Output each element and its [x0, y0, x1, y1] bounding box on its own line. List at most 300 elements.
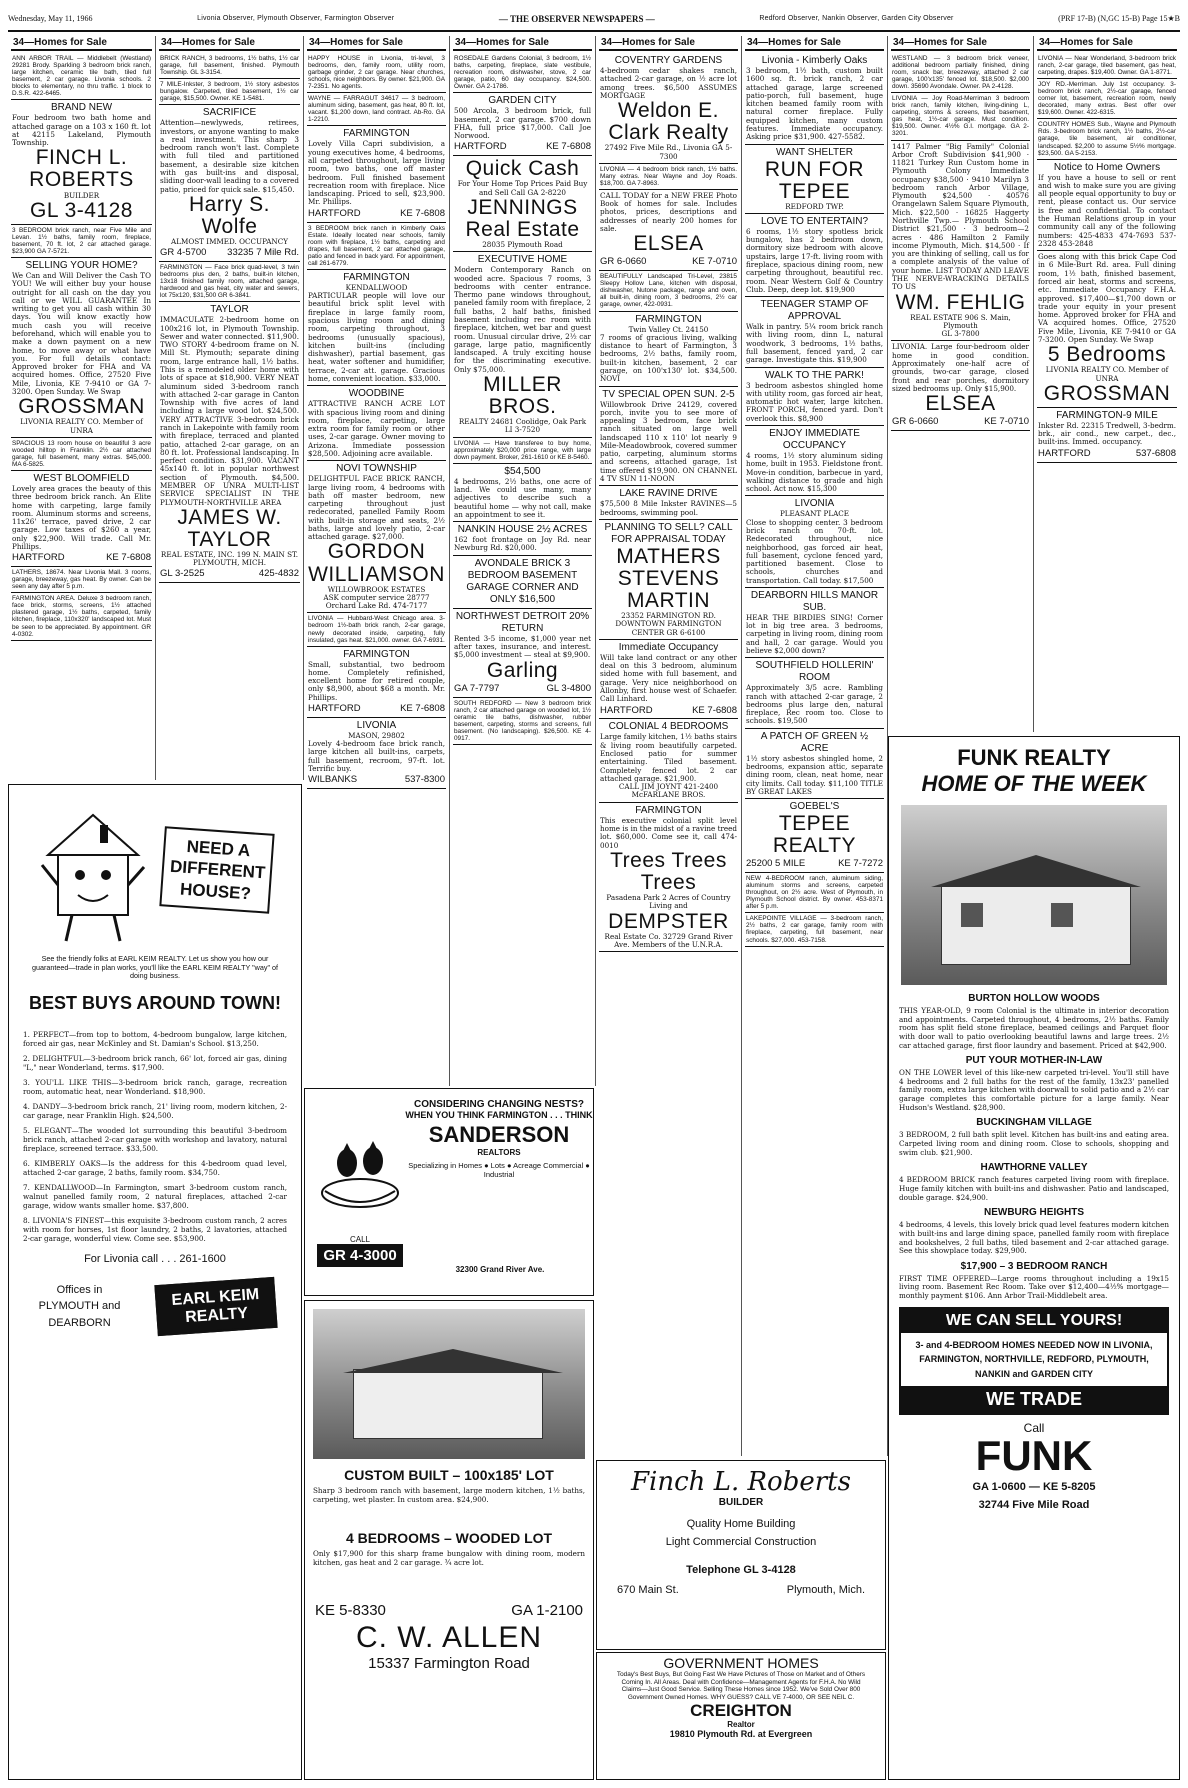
- classified-ad: [891, 93, 1030, 140]
- ad-address: GL 3-7800: [941, 329, 980, 339]
- creighton-heading: GOVERNMENT HOMES: [663, 1655, 819, 1671]
- ad-heading: SELLING YOUR HOME?: [25, 260, 138, 272]
- need-different-house-bubble: NEED A DIFFERENT HOUSE?: [159, 826, 274, 913]
- ad-display-name: WM. FEHLIG: [895, 290, 1026, 314]
- ad-phone-row: [892, 417, 1029, 428]
- ad-phone: KE 7-6808: [106, 552, 151, 564]
- ad-body: If you have a house to sell or rent and wish to make sure you are giving all people equal opportunity to buy or rent, please contact us. Our service is free and confidential. To contact the Human Relations group in your community call any of the following numbers: 425-4833 474-7693 537-2328 453-2848: [1038, 172, 1176, 248]
- allen-heading-2: 4 BEDROOMS – WOODED LOT: [345, 1530, 553, 1547]
- ad-body: 3 bedroom, 1½ bath, custom built 1600 sq. ft. brick ranch, 2 car attached garage, large screened patio-porch, full basement, huge kitchen beamed family room with natural corner fireplace. Fully equipped kitchen, many custom features. Immediate occupancy. Asking price $31,900. 427-5582.: [746, 66, 883, 142]
- funk-call: Call: [1023, 1420, 1045, 1435]
- ad-phone-row: [308, 209, 445, 220]
- roberts-line-1: Quality Home Building: [686, 1518, 796, 1530]
- ad-subheading: LIVONIA REALTY CO. Member of UNRA: [1045, 365, 1169, 383]
- classified-ad: [745, 214, 884, 297]
- classified-ad: [453, 609, 592, 698]
- ad-phone: 425-4832: [258, 568, 299, 580]
- sanderson-call: CALL: [349, 1235, 370, 1244]
- livonia-call: For Livonia call . . . 261-1600: [84, 1252, 226, 1265]
- ad-body: LIVONIA — Near Wonderland, 3-bedroom brick ranch, 2-car garage, tiled basement, gas heat, carpeting, drapes. $19,400. Owner. GA 1-8771.: [1038, 55, 1176, 77]
- classified-ad: [11, 567, 152, 593]
- classified-ad: [599, 719, 738, 802]
- classified-ad: [11, 593, 152, 640]
- ad-display-name: FINCH L. ROBERTS: [29, 146, 134, 192]
- ad-subheading: ALMOST IMMED. OCCUPANCY: [171, 236, 288, 246]
- ad-heading: FARMINGTON: [343, 648, 410, 660]
- best-buys-title: BEST BUYS AROUND TOWN!: [29, 992, 281, 1013]
- cartoon-house-mascot-icon: [38, 795, 148, 945]
- best-buy-item: 7. KENDALLWOOD—In Farmington, smart 3-bedroom custom ranch, walnut panelled family room, 2 natural fireplaces, attached 2-car garage, widow wants smaller home. $37,800.: [23, 1182, 287, 1210]
- ad-body: LAKEPOINTE VILLAGE — 3-bedroom ranch, 2½ baths, 2 car garage, family room with fireplace, carpeting, full basement, near schools. $27,000. 453-7158.: [746, 915, 883, 944]
- ad-body: FARMINGTON AREA. Deluxe 3 bedroom ranch, face brick, storms, screens, 1½ attached plastered garage, 1½ baths, carpeted, family kitchen, fireplace, 110x320' landscaped lot. Must be seen to be appreciated. By appointment. GR 4-0302.: [12, 595, 151, 638]
- allen-house-photo: [313, 1309, 585, 1459]
- ad-address: CALL JIM JOYNT 421-2400 McFARLANE BROS.: [618, 782, 719, 800]
- sanderson-realtors: REALTORS: [477, 1147, 521, 1157]
- ad-phone-row: [160, 248, 299, 259]
- ad-heading: $54,500: [504, 465, 541, 477]
- ad-agency: WILBANKS: [308, 774, 358, 786]
- classified-ad: [307, 647, 446, 718]
- ad-agency: HARTFORD: [308, 703, 361, 714]
- ad-body: FARMINGTON — Face brick quad-level, 3 twin bedrooms plus den, 2 baths, built-in kitchen, 13x18 finished family room, attached garage, hardwood and gas heat, city water and sewers, lot 75x120, $31,500 GR 6-3841.: [160, 264, 299, 300]
- ad-body: IMMACULATE 2-bedroom home on 100x216 lot, in Plymouth Township. Sewer and water connected. $11,900. TWO STORY 4-bedroom frame on N. Mill St. Plymouth; separate dining room, large entrance hall, 1½ baths. This is a remodeled older home with lots of space at $18,900. VERY NEAT aluminum sided 3-bedroom ranch with attached 2-car garage in Canton Township with five acres of land including a large wood lot. $24,500. VERY ATTRACTIVE 3-bedroom brick ranch in Lakepointe with family room with fireplace, terraced and planted patio, attached 2-car garage, on an 80 ft. lot. Professional landscaping. In perfect condition. $31,900. VACANT 45x140 ft. lot in popular northwest section of Plymouth. $4,500. MEMBER OF UNRA MULTI-LIST SERVICE SPECIALIST IN THE PLYMOUTH-NORTHVILLE AREA: [160, 315, 299, 507]
- section-heading: 34—Homes for Sale: [11, 36, 152, 51]
- creighton-realtor: Realtor: [727, 1720, 755, 1730]
- ad-heading: WALK TO THE PARK!: [765, 369, 864, 381]
- ad-heading: NANKIN HOUSE 2½ ACRES: [457, 524, 588, 536]
- roberts-builder: BUILDER: [718, 1497, 764, 1508]
- classified-ad: [307, 718, 446, 789]
- classified-ad: [599, 520, 738, 640]
- ad-body: 7 MILE-Inkster, 3 bedroom, 1½ story asbestos bungalow. Carpeted, tiled basement, 1½ car garage, $15,500. Owner. KE 1-5481.: [160, 81, 299, 103]
- sanderson-tagline: CONSIDERING CHANGING NESTS?: [413, 1099, 584, 1110]
- ad-body: COUNTRY HOMES Sub., Wayne and Plymouth Rds. 3-bedroom brick ranch, 1½ baths, 2½-car garage, tile basement, air conditioner, landscaped. $2,200 to assume 5½% mortgage. $23,500. GA 5-2153.: [1038, 121, 1176, 157]
- ad-body: HAPPY HOUSE in Livonia, tri-level, 3 bedrooms, den, family room, utility room, garbage grinder, 2 car garage. Near churches, schools, nice neighbors. By owner. $21,900. GA 7-2351. No agents.: [308, 55, 445, 91]
- best-buy-item: 5. ELEGANT—The wooded lot surrounding this beautiful 3-bedroom brick ranch, attached 2-car garage with workshop and lavatory, natural fireplace, screened terrace. $33,500.: [23, 1125, 287, 1153]
- ad-body: Close to shopping center. 3 bedroom brick ranch on 70-ft. lot. Redecorated throughout, nice neighborhood, gas forced air heat, full basement, cyclone fenced yard, partitioned basement. Close to schools, churches and transportation. Call today. $17,500: [746, 517, 883, 585]
- ad-heading: ENJOY IMMEDIATE OCCUPANCY: [769, 427, 860, 451]
- ad-display-name: MILLER BROS.: [483, 372, 562, 418]
- ad-body: WAYNE — FARRAGUT 34617 — 3 bedroom, aluminum siding, basement, gas heat, 80 ft. lot, vacant. $1,200 down, land contract. Ab-Ro. GA 1-2210.: [308, 95, 445, 124]
- ad-display-name: ELSEA: [633, 232, 704, 256]
- ad-subheading: PLEASANT PLACE: [779, 509, 850, 519]
- best-buy-item: 8. LIVONIA'S FINEST—this exquisite 3-bedroom custom ranch, 2 acres with room for horses, 1st floor laundry, 2 baths, 2 lavatories, attached 2-car garage, wonderful view. Come see. $53,900.: [23, 1215, 287, 1243]
- best-buy-item: 2. DELIGHTFUL—3-bedroom brick ranch, 66' lot, forced air gas, dining "L," near Wonderland, terms. $17,900.: [23, 1053, 287, 1072]
- funk-we-trade: WE TRADE: [901, 1386, 1167, 1413]
- ad-heading: FARMINGTON: [343, 271, 410, 283]
- classified-ad: [599, 190, 738, 271]
- section-heading: 34—Homes for Sale: [599, 36, 738, 51]
- ad-body: LIVONIA — Hubbard-West Chicago area. 3-bedroom 1½-bath brick ranch, 2-car garage, newly decorated inside, carpeting, fully insulated, gas heat. $21,000. owner. GA 7-6931.: [308, 615, 445, 644]
- ad-phone: KE 7-6808: [400, 703, 445, 714]
- ad-heading: Immediate Occupancy: [618, 641, 719, 653]
- ad-body: NEW 4-BEDROOM ranch, aluminum siding, aluminum storms and screens, carpeted throughout, on 2½ acre. West of Plymouth, in Plymouth School district. By owner. 453-8371 after 5 p.m.: [746, 875, 883, 911]
- ad-body: This executive colonial split level home is in the midst of a ravine treed lot. $60,000. Come see it, call 474-0010: [600, 815, 737, 850]
- funk-address: 32744 Five Mile Road: [978, 1498, 1090, 1511]
- ad-heading: FARMINGTON-9 MILE: [1056, 409, 1158, 421]
- ad-phone: GL 3-4800: [546, 682, 591, 694]
- page-header: [8, 8, 1180, 32]
- ad-body: HEAR THE BIRDIES SING! Corner lot in big tree area. 3 bedrooms, carpeting in living room, dining room and hall, 2 car garage. Would you believe $2,000 down?: [746, 612, 883, 656]
- ad-heading: TEENAGER STAMP OF APPROVAL: [760, 299, 869, 323]
- ad-phone: KE 7-0710: [984, 416, 1029, 428]
- ad-phone-row: [12, 553, 151, 564]
- ad-phone-row: [746, 859, 883, 870]
- ad-body: JOY RD.-Merriman. July 1st occupancy. 3-bedroom brick ranch, 2½-car garage, fenced corner lot, basement, recreation room, newly decorated, many extras. Best offer over $19,600. Owner. 422-6315.: [1038, 81, 1176, 117]
- classified-ad: [745, 426, 884, 496]
- ad-display-name-2: DEMPSTER: [608, 909, 729, 933]
- classified-ad: [159, 79, 300, 105]
- classified-ad: [11, 438, 152, 471]
- ad-display-name: Garling: [486, 658, 559, 682]
- ad-heading: BRAND NEW: [50, 102, 113, 114]
- ad-heading: COVENTRY GARDENS: [614, 55, 723, 66]
- page-number: (PRF 17-B) (N,GC 15-B) Page 15★B: [1058, 14, 1180, 23]
- allen-text-1: Sharp 3 bedroom ranch with basement, large modern kitchen, 1½ baths, carpeting, wet plaster. In custom area. $24,900.: [313, 1486, 585, 1504]
- classified-ad: [599, 640, 738, 720]
- ad-body: LIVONIA — 4 bedroom brick ranch, 1½ baths. Many extras. Near Wayne and Joy Roads. $18,700. GA 7-8963.: [600, 165, 737, 187]
- offices-text: Offices in PLYMOUTH and DEARBORN: [38, 1283, 121, 1329]
- classified-ad: [745, 799, 884, 873]
- funk-homes-needed: 3- and 4-BEDROOM HOMES NEEDED NOW IN LIVONIA, FARMINGTON, NORTHVILLE, REDFORD, PLYMOUTH, NANKIN and GARDEN CITY: [915, 1339, 1153, 1379]
- classified-ad: [745, 297, 884, 367]
- ad-body: Lovely 4-bedroom face brick ranch, large kitchen all built-ins, carpets, full basement, recroom, 97-ft. lot. Terrific buy.: [308, 739, 445, 774]
- ad-agency: GA 7-7797: [454, 682, 500, 694]
- funk-listing-text: 4 BEDROOM BRICK ranch features carpeted living room with fireplace. Huge family kitchen with built-ins and dishwasher. Patio and landscaped, double garage. $24,900.: [899, 1175, 1169, 1202]
- funk-listing-text: THIS YEAR-OLD, 9 room Colonial is the ultimate in interior decoration and appointments. Carpeted throughout, 4 bedrooms, 2½ baths. Family room has split field stone fireplace, beamed ceilings and Parquet floor with door wall to patio overlooking beautiful lawns and large trees. 2½ car attached garage, first floor laundry and basement. Priced at $42,900.: [899, 1006, 1169, 1050]
- funk-listing-text: ON THE LOWER level of this like-new carpeted tri-level. You'll still have 4 bedrooms and 2 full baths for the rest of the family, 13x23' panelled family room, extra large kitchen with doorwall to solid patio and a 2½ car garage completes this comfortable picture for a large family. Near Hudson's Westland. $28,900.: [899, 1068, 1169, 1112]
- classified-ad: [745, 496, 884, 588]
- creighton-ad: [596, 1652, 886, 1780]
- ad-heading: EXECUTIVE HOME: [477, 254, 568, 266]
- ad-body: BRICK RANCH, 3 bedrooms, 1½ baths, 1½ car garage, full basement, finished. Plymouth Township. GL 3-3154.: [160, 55, 299, 77]
- ad-agency: 25200 5 MILE: [746, 858, 806, 870]
- sanderson-ad: [304, 1088, 594, 1296]
- classified-ad: [745, 913, 884, 946]
- classified-ad: [599, 164, 738, 190]
- ad-heading: LAKE RAVINE DRIVE: [619, 488, 718, 500]
- ad-subheading: Pasadena Park 2 Acres of Country Living and: [606, 892, 731, 911]
- ad-heading: SACRIFICE: [202, 107, 257, 119]
- ad-body: LIVONIA — Joy Road-Merriman 3 bedroom brick ranch, family kitchen, living-dining L, carpeting, storms & screens, tiled basement, gas heat, 1½-car garage. Must condition. $19,500. Owner. 4½% G.I. mortgage. GA 2-3201.: [892, 95, 1029, 138]
- best-buy-item: 4. DANDY—3-bedroom brick ranch, 21' living room, modern kitchen, 2-car garage, near Franklin High. $24,500.: [23, 1101, 287, 1120]
- ad-phone-row: [308, 704, 445, 715]
- ad-display-name: ELSEA: [925, 392, 996, 416]
- creighton-name: CREIGHTON: [690, 1700, 792, 1720]
- ad-body: 1417 Palmer "Big Family" Colonial Arbor Croft Subdivision $41,900 · 11821 Turkey Run Custom home in Plymouth Colony Immediate occupancy $38,500 · 9410 Marilyn 3 bedroom ranch Arbor Village, Plymouth $24,500 · 40576 Orangelawn Salem Square Plymouth, Mich. $22,500 · 16825 Haggerty Northville Twp.— Plymouth School District $21,500 · 3 bedroom—2 acres · 486 Hamilton 2 Family income Plymouth, Mich. $14,500 · If you are thinking of selling, call us for a complete analysis of the value of your home. LIST TODAY AND LEAVE THE NERVE-WRACKING DETAILS TO US: [892, 141, 1029, 292]
- ad-body: 6 rooms, 1½ story spotless brick bungalow, has 2 bedroom down, dormitory size bedroom with alcove upstairs, large 17-ft. living room with fireplace, spacious dining room, new carpeting throughout, beautiful rec. room. Near Western Golf & Country Club. Deep, deep lot. $19,900: [746, 226, 883, 294]
- ad-body: 500 Arcola, 3 bedroom brick, full basement, 2 car garage. $700 down FHA, full price $17,000. Call Joe Norwood.: [454, 106, 591, 141]
- papers-left: Livonia Observer, Plymouth Observer, Farmington Observer: [197, 15, 395, 22]
- ad-body: 7 rooms of gracious living, walking distance to heart of Farmington, 3 bedrooms, 2½ baths, family room, built-in kitchen, basement, 2 car garage, on 100'x130' lot. $34,500. NOVI: [600, 332, 737, 384]
- allen-text-2: Only $17,900 for this sharp frame bungalow with dining room, modern kitchen, gas heat and 2 car garage. ¾ acre lot.: [313, 1549, 585, 1567]
- classified-ad: [599, 486, 738, 520]
- ad-heading: SOUTHFIELD HOLLERIN' ROOM: [755, 660, 874, 684]
- best-buy-item: 6. KIMBERLY OAKS—Is the address for this 4-bedroom quad level, attached 2-car garage, 2 baths, family room. $34,750.: [23, 1158, 287, 1177]
- ad-body: LATHERS, 18674. Near Livonia Mall. 3 rooms, garage, breezeway, gas heat. By owner. Can be seen any day after 5 p.m.: [12, 569, 151, 591]
- ad-display-name: TEPEE REALTY: [772, 812, 857, 858]
- ad-address: Real Estate Co. 32729 Grand River Ave. Members of the U.N.R.A.: [604, 931, 733, 949]
- column-1: [8, 36, 156, 780]
- ad-heading: Notice to Home Owners: [1053, 161, 1161, 173]
- ad-body: ANN ARBOR TRAIL — Middlebelt (Westland) 29281 Brody. Sparkling 3 bedroom brick ranch, large kitchen, ceramic tile bath, tiled full basement, 2 car garage. Livonia schools. 2 blocks to elementary, no thru traffic. 1 block to D.S.R. 422-6465.: [12, 55, 151, 98]
- ad-body: SOUTH REDFORD — New 3 bedroom brick ranch, 2 car attached garage on wooded lot, 1½ ceramic tile baths, dishwasher, rubber basement, carpeting, storms and screens, full basement. (No landscaping). $26,500. KE 4-0917.: [454, 699, 591, 742]
- nest-birds-icon: [317, 1103, 403, 1213]
- funk-listings: [889, 993, 1179, 1301]
- funk-listing-text: 4 bedrooms, 4 levels, this lovely brick quad level features modern kitchen with built-ins and large dining space, panelled family room with fireplace and bookshelves, 2 full baths, tiled basement and 2-car attached garage. See this showplace today. $29,900.: [899, 1220, 1169, 1256]
- keim-intro: See the friendly folks at EARL KEIM REALTY. Let us show you how our guaranteed—trade in plan works, you'll like the EARL KEIM REALTY "way" of doing business.: [31, 954, 279, 981]
- sanderson-specialties: Specializing in Homes ● Lots ● Acreage Commercial ● Industrial: [408, 1160, 590, 1179]
- creighton-text: Today's Best Buys, But Going Fast We Have Pictures of Those on Market and of Others Coming In. All Areas. Deal with Confidence—Management Agents for F.H.A. No Wild Claims—Just Good Service. Selling These Homes since 1952. We've Sold Over 800 Government Owned Homes. WHY GUESS? CALL VE 7-4000, OR SEE NEIL C.: [616, 1671, 866, 1702]
- classified-ad: [745, 873, 884, 913]
- ad-heading: FARMINGTON: [343, 128, 410, 140]
- classified-ad: [453, 156, 592, 252]
- ad-heading: DEARBORN HILLS MANOR SUB.: [750, 589, 879, 613]
- ad-subheading: 27492 Five Mile Rd., Livonia GA 5-7300: [604, 143, 733, 161]
- ad-body: WESTLAND — 3 bedroom brick veneer, additional bedroom partially finished, dining room, snack bar, breezeway, attached 2 car garage, 100'x135' fenced lot. $18,500. $2,000 down. 35690 Avondale. Owner. PA 2-4128.: [892, 55, 1029, 91]
- classified-ad: [307, 126, 446, 222]
- section-heading: 34—Homes for Sale: [891, 36, 1030, 51]
- ad-heading: GARDEN CITY: [488, 95, 557, 107]
- ad-body: Will take land contract or any other deal on this 3 bedroom, aluminum sided home with full basement, and garage. Very nice neighborhood on Allonby, first house west of Schaefer. Call Linhard.: [600, 652, 737, 704]
- classified-ad: [599, 53, 738, 164]
- classified-ad: [599, 312, 738, 387]
- ad-subheading: LIVONIA REALTY CO. Member of UNRA: [20, 417, 143, 435]
- classified-ad: [745, 53, 884, 145]
- ad-phone-row: [454, 684, 591, 695]
- classified-ad: [307, 613, 446, 646]
- allen-phone-2: GA 1-2100: [511, 1601, 583, 1619]
- ad-heading: TV SPECIAL OPEN SUN. 2-5: [602, 388, 735, 400]
- ad-body: Four bedroom two bath home and attached garage on a 103 x 160 ft. lot at 42115 Lakeland, Plymouth Township.: [12, 113, 151, 148]
- sanderson-address: 32300 Grand River Ave.: [455, 1265, 545, 1274]
- ad-heading: FARMINGTON: [635, 313, 702, 325]
- masthead-title: — THE OBSERVER NEWSPAPERS —: [498, 14, 655, 24]
- ad-subheading: Twin Valley Ct. 24150: [628, 324, 709, 334]
- column-4: [450, 36, 596, 1086]
- classified-ad: [11, 225, 152, 258]
- ad-body: Lovely area graces the beauty of this three bedroom brick ranch. An Elite home with carpeting, large family room. Aluminum storms and screens, 11x26' terrace, paved drive, 2 car garage. Low taxes of $260 a year, only $22,900. Will trade. Call Mr. Phillips.: [12, 484, 151, 551]
- ad-body: $75,500 8 Mile Inkster RAVINES—5 bedrooms, swimming pool.: [600, 499, 737, 517]
- sanderson-phone: GR 4-3000: [317, 1244, 403, 1267]
- section-heading: 34—Homes for Sale: [745, 36, 884, 51]
- ad-subheading: 23352 FARMINGTON RD. DOWNTOWN FARMINGTON CENTER GR 6-6100: [615, 611, 722, 637]
- classified-ad: [159, 262, 300, 302]
- ad-phone: 537-8300: [404, 774, 445, 786]
- ad-address: 28035 Plymouth Road: [482, 239, 563, 249]
- ad-agency: GR 6-0660: [892, 416, 939, 428]
- ad-display-name: MATHERS STEVENS MARTIN: [616, 544, 721, 612]
- roberts-name: Finch L. Roberts: [631, 1467, 851, 1497]
- ad-agency: GR 4-5700: [160, 247, 207, 259]
- ad-subheading: REAL ESTATE, INC. 199 N. MAIN ST. PLYMOUTH, MICH.: [160, 549, 299, 568]
- ad-body: We Can and Will Deliver the Cash TO YOU! We will either buy your house outright for all cash on the day you call or we WILL GUARANTEE In writing to get you all cash within 30 days. You will know exactly how much cash you will receive beforehand, which will enable you to make a down payment on a new home, to move away or what have you. For full details contact: Approved broker for FHA and VA acquired homes. Office, 27520 Five Mile, Livonia, KE 7-9410 or GA 7-3200. Open Sunday. We Swap: [12, 271, 151, 396]
- ad-body: Walk in pantry. 5¼ room brick ranch with living room, dinn L, natural woodwork, 3 bedrooms, 1½ baths, full basement, fenced yard, 2 car garage. Investigate this. $19,900: [746, 322, 883, 365]
- classified-ad: [745, 145, 884, 214]
- ad-heading: WANT SHELTER: [775, 146, 854, 158]
- ad-heading: WOODBINE: [348, 388, 405, 400]
- classified-ad: [11, 258, 152, 438]
- classified-ad: [1037, 160, 1177, 252]
- classified-ad: [891, 53, 1030, 93]
- classified-ad: [159, 302, 300, 583]
- ad-body: Large family kitchen, 1½ baths stairs & living room beautifully carpeted. Enclosed patio for summer entertaining. Tiled basement. Completely fenced lot. 2 car attached garage. $21,900.: [600, 732, 737, 783]
- section-heading: 34—Homes for Sale: [307, 36, 446, 51]
- funk-realty-ad: [888, 736, 1180, 1780]
- ad-body: Attention—newlyweds, retirees, investors, or anyone wanting to make a real investment. This sharp 3 bedroom ranch won't last. Complete with full tiled and partitioned basement, a desirable size kitchen with gas built-ins and disposal, sliding door-wall leading to a covered patio, priced for quick sale. $15,450.: [160, 118, 299, 194]
- ad-body: PARTICULAR people will love our beautiful brick split level with fireplace in large family room, spacious living room and dining room, carpeting throughout, 3 bedrooms (unusually spacious), kitchen built-ins (including dishwasher), partial basement, gas heat, water softener and humidifier, terrace, 2-car att. garage. Gracious home, convenient location. $33,000.: [308, 291, 445, 383]
- earl-keim-ad: [8, 784, 302, 1780]
- ad-phone: KE 7-0710: [692, 256, 737, 268]
- classified-ad: [453, 53, 592, 93]
- ad-heading: PLANNING TO SELL? CALL FOR APPRAISAL TODAY: [604, 521, 733, 545]
- funk-listing-text: 3 BEDROOM, 2 full bath split level. Kitchen has built-ins and eating area. Carpeted living room and dining room. Close to schools, shopping and swim club. $21,900.: [899, 1130, 1169, 1157]
- ad-heading: NORTHWEST DETROIT 20% RETURN: [455, 610, 590, 634]
- classified-ad: [745, 729, 884, 799]
- ad-body: 1½ story asbestos shingled home, 2 bedrooms, expansion attic, separate dining room, clean, neat home, near city limits. Call today. $11,100 TITLE BY GREAT LAKES: [746, 753, 883, 796]
- classified-ad: [745, 368, 884, 426]
- ad-body: Inkster Rd. 22315 Tredwell, 3-bedrm. brk., air cond., new carpet., dec., built-ins. Immed. occupancy.: [1038, 420, 1176, 447]
- classified-ad: [453, 464, 592, 522]
- classified-ad: [891, 141, 1030, 342]
- ad-display-name: RUN FOR TEPEE: [764, 157, 865, 203]
- funk-name: FUNK: [975, 1431, 1093, 1479]
- ad-body: ROSEDALE Gardens Colonial, 3 bedroom, 1½ baths, carpeting, fireplace, slate vestibule, recreation room, dishwasher, stove, 2 car garage, patio, 60 day occupancy. $24,500. Owner. GA 2-1786.: [454, 55, 591, 91]
- best-buy-item: 3. YOU'LL LIKE THIS—3-bedroom brick ranch, garage, recreation room, automatic heat, near Wonderland. $18,900.: [23, 1077, 287, 1096]
- roberts-line-2: Light Commercial Construction: [665, 1536, 817, 1548]
- ad-phone-row: [308, 775, 445, 786]
- allen-name: C. W. ALLEN: [355, 1620, 543, 1654]
- sanderson-name: SANDERSON: [428, 1121, 570, 1147]
- column-3: [304, 36, 450, 1086]
- classified-ad: [1037, 408, 1177, 463]
- ad-subheading: WILLOWBROOK ESTATES: [327, 584, 426, 594]
- ad-heading: COLONIAL 4 BEDROOMS: [608, 721, 729, 733]
- ad-display-name: Quick Cash: [465, 157, 580, 181]
- ad-body: Small, substantial, two bedroom home. Completely refinished, excellent home for retired couple, only $8,900, about $68 a month. Mr. Phillips.: [308, 659, 445, 702]
- column-2: [156, 36, 304, 780]
- ad-body: Modern Contemporary Ranch on wooded acre. Spacious 7 rooms, 3 bedrooms with center entrance. Thermo pane windows throughout, paneled family room with fireplace, 2 full baths, 2 half baths, finished basement including rec room with fireplace, kitchen, wet bar and guest room. Unusual circular drive, 2½ car garage, large patio, magnificently landscaped. A truly exciting house for the discriminating executive. Only $75,000.: [454, 265, 591, 374]
- classified-ad: [159, 53, 300, 79]
- classified-ad: [453, 522, 592, 556]
- funk-listing-heading: PUT YOUR MOTHER-IN-LAW: [965, 1055, 1103, 1067]
- ad-heading: Livonia - Kimberly Oaks: [761, 55, 868, 66]
- ad-agency: HARTFORD: [454, 141, 507, 153]
- column-8: [1034, 36, 1180, 732]
- ad-heading: AVONDALE BRICK 3 BEDROOM BASEMENT GARAGE CORNER AND ONLY $16,500: [466, 557, 579, 605]
- funk-listing-heading: $17,900 – 3 BEDROOM RANCH: [960, 1260, 1108, 1272]
- ad-heading: WEST BLOOMFIELD: [33, 473, 130, 485]
- ad-agency: GL 3-2525: [160, 568, 205, 580]
- funk-house-photo: [901, 805, 1167, 985]
- ad-heading: LOVE TO ENTERTAIN?: [760, 215, 869, 227]
- ad-body: SPACIOUS 13 room house on beautiful 3 acre wooded hilltop in Franklin. 2½ car attached garage, full basement, many extras. $45,000. MA 6-5825.: [12, 439, 151, 468]
- ad-body: 4 bedrooms, 2½ baths, one acre of land. We could use many, many adjectives to describe such a beautiful home — why not call, make an appointment to see it.: [454, 476, 591, 519]
- classified-ad: [1037, 79, 1177, 119]
- section-heading: 34—Homes for Sale: [1037, 36, 1177, 51]
- ad-agency: HARTFORD: [600, 704, 653, 716]
- ad-subheading: REAL ESTATE 906 S. Main, Plymouth: [910, 312, 1011, 330]
- classified-ad: [891, 341, 1030, 431]
- allen-heading-1: CUSTOM BUILT – 100x185' LOT: [344, 1467, 554, 1483]
- ad-phone-row: [454, 142, 591, 153]
- ad-display-name: JAMES W. TAYLOR: [177, 505, 282, 551]
- sanderson-think: WHEN YOU THINK FARMINGTON . . . THINK: [405, 1110, 593, 1120]
- sanderson-phone-box: [317, 1235, 403, 1267]
- ad-body: 162 foot frontage on Joy Rd. near Newburg Rd. $20,000.: [454, 535, 591, 553]
- ad-heading: GOEBEL'S: [789, 801, 840, 813]
- funk-subtitle: HOME OF THE WEEK: [921, 771, 1147, 796]
- ad-body: Approximately 3/5 acre. Rambling ranch with attached 2-car garage, 2 bedrooms plus large den, natural fireplace, Rec room too. Close to schools. $19,500: [746, 683, 883, 726]
- ad-display-name: GORDON WILLIAMSON: [308, 540, 445, 586]
- ad-heading: NOVI TOWNSHIP: [336, 463, 417, 475]
- classified-ad: [307, 53, 446, 93]
- best-buy-item: 1. PERFECT—from top to bottom, 4-bedroom bungalow, large kitchen, forced air gas, near McKinley and St. Damian's School. $13,250.: [23, 1029, 287, 1048]
- ad-body: Willowbrook Drive 24129, covered porch, invite you to see more of appealing 3 bedroom, face brick ranch situated on large well landscaped 110 x 110' lot nearly 9 Mile-Meadowbrook, covered summer patio, carpeting, aluminum storms and screens, attached garage, 1st time offered $19,900. ON CHANNEL 4 TV SUN 11-NOON: [600, 399, 737, 484]
- ad-display-name: Trees Trees Trees: [610, 848, 727, 894]
- ad-address: ASK computer service 28777 Orchard Lake Rd. 474-7177: [323, 592, 430, 611]
- classified-ad: [599, 271, 738, 311]
- ad-display-name: 5 Bedrooms: [1047, 343, 1167, 367]
- ad-subheading: REALTY 24681 Coolidge, Oak Park: [458, 417, 587, 427]
- classified-ad: [1037, 53, 1177, 79]
- ad-display-name-2: JENNINGS Real Estate: [465, 195, 580, 241]
- classified-ad: [453, 93, 592, 156]
- ad-subheading: MASON, 29802: [348, 730, 405, 740]
- ad-phone-row: [600, 257, 737, 268]
- ad-agency: HARTFORD: [12, 552, 65, 564]
- funk-listing-heading: BUCKINGHAM VILLAGE: [976, 1117, 1092, 1129]
- issue-date: Wednesday, May 11, 1966: [8, 14, 93, 23]
- classified-ad: [453, 698, 592, 745]
- ad-body: LIVONIA. Large four-bedroom older home in good condition. Approximately one-half acre of grounds, two-car garage, closed front and rear porches, dormitory sized bedrooms up. Only $15,900.: [892, 342, 1029, 393]
- ad-agency: HARTFORD: [308, 207, 361, 219]
- funk-listing-heading: BURTON HOLLOW WOODS: [968, 993, 1100, 1004]
- best-buys-list: [9, 1030, 301, 1243]
- roberts-phone: Telephone GL 3-4128: [686, 1564, 796, 1576]
- classified-ad: [1037, 251, 1177, 408]
- ad-heading: LIVONIA: [794, 498, 835, 510]
- allen-phone-1: KE 5-8330: [315, 1601, 386, 1619]
- ad-display-name: Weldon E. Clark Realty: [608, 99, 729, 145]
- ad-display-name: Harry S. Wolfe: [188, 192, 270, 238]
- ad-heading: TAYLOR: [210, 304, 249, 316]
- funk-listing-text: FIRST TIME OFFERED—Large rooms throughout including a 19x15 living room. Basement Rec Room. Take over $12,400—4½% mortgage—monthly payment $106. Ann Arbor Trail-Middlebelt area.: [899, 1273, 1169, 1301]
- roberts-builder-ad: [596, 1460, 886, 1650]
- ad-phone: 537-6808: [1135, 447, 1176, 459]
- ad-body: DELIGHTFUL FACE BRICK RANCH, large living room, 4 bedrooms with bath off master bedroom, new carpeting throughout just redecorated, panelled Family Room with built-in storage and seats, 2½ baths, large and lovely patio, 2-car attached garage. $27,000.: [308, 474, 445, 542]
- earl-keim-logo: EARL KEIM REALTY: [154, 1277, 277, 1336]
- classified-ad: [453, 556, 592, 609]
- ad-body: CALL TODAY for a NEW FREE Photo Book of homes for sale. Includes photos, prices, descriptions and addresses of nearly 200 homes for sale.: [600, 190, 737, 234]
- ad-phone: 33235 7 Mile Rd.: [227, 247, 299, 259]
- ad-display-name-2: GL 3-4128: [30, 198, 133, 222]
- ad-subheading: For Your Home Top Prices Paid Buy and Sell Call GA 2-8220: [457, 179, 588, 197]
- ad-phone-row: [600, 706, 737, 717]
- classified-ad: [307, 93, 446, 126]
- ad-body: 3 BEDROOM brick ranch in Kimberly Oaks Estate. Ideally located near schools, family room with fireplace, 1½ baths, carpeting and drapes, full basement, 2 car attached garage, patio and fenced in back yard. For appointment, call 261-6779.: [308, 224, 445, 267]
- cw-allen-ad: [304, 1300, 594, 1780]
- allen-address: 15337 Farmington Road: [368, 1654, 530, 1672]
- roberts-city: Plymouth, Mich.: [786, 1584, 865, 1596]
- funk-listing-heading: HAWTHORNE VALLEY: [980, 1162, 1088, 1174]
- ad-heading: FARMINGTON: [635, 804, 702, 816]
- ad-body: 4-bedroom cedar shakes ranch, attached 2-car garage, on ½ acre lot among trees. $6,500 ASSUMES MORTGAGE: [600, 66, 737, 100]
- section-heading: 34—Homes for Sale: [159, 36, 300, 51]
- ad-display-name-2: GROSSMAN: [1043, 381, 1171, 405]
- funk-phones: GA 1-0600 — KE 5-8205: [972, 1480, 1096, 1493]
- ad-heading: LIVONIA: [356, 719, 397, 731]
